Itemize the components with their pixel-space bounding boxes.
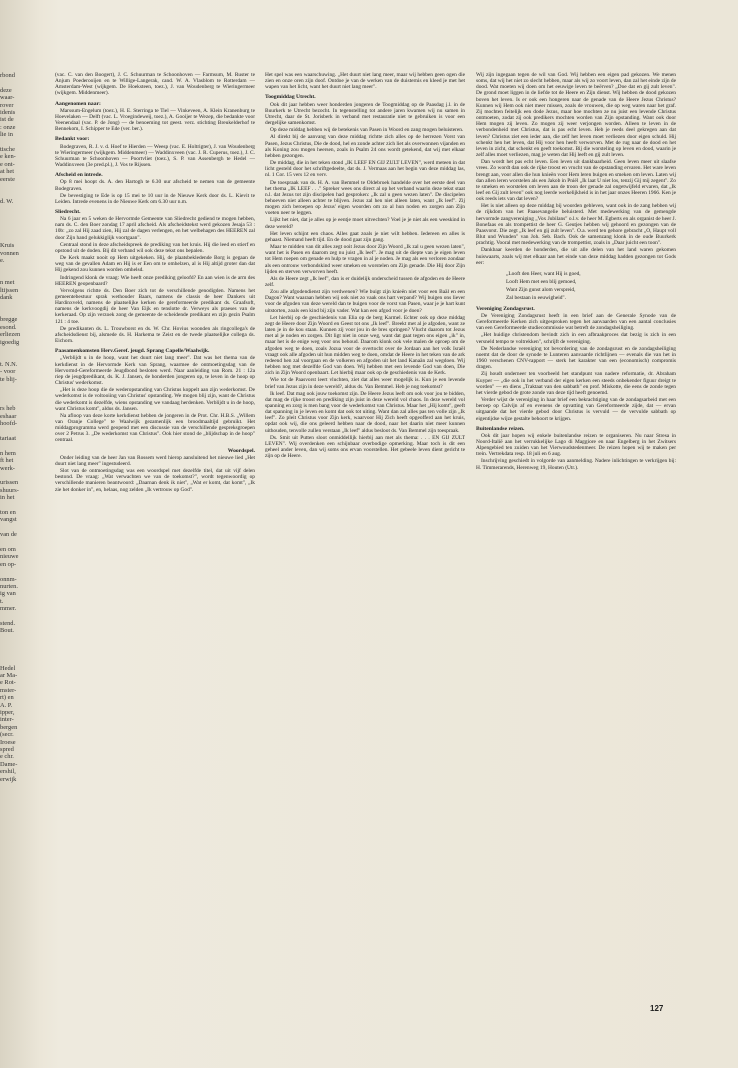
article-paragraph: Ook dit jaar hopen wij enkele buitenlandse reizen te organiseren. Nu naar Stresa in Noord-Italië aan het verrukkelijke Lago di Maggiore en naar Engelberg in het Zwitsers Alpengebied ten zuiden van het Vierwoudstedenmeer. De reizen hopen wij te maken per trein. Vertrekdata resp. 18 juli en 6 aug. <box>476 432 676 458</box>
section-heading: Paasamenkomsten Herv.Geref. jeugd. Sprang Capelle/Waalwijk. <box>55 348 210 355</box>
edge-text-line: ist de <box>0 116 14 124</box>
edge-text-line: tische <box>0 146 15 154</box>
article-paragraph: Centraal stond in deze afscheidspreek de prediking van het kruis. Hij die leed en stierf en opstond uit de doden. Bij dit verband wil ook deze tekst ons bepalen. <box>55 241 255 254</box>
article-paragraph: Dankbaar keerden de honderden, die uit alle delen van het land waren gekomen huiswaarts, zoals wij met elkaar aan het einde van deze middag hadden gezongen tot Gods eer: <box>476 247 676 266</box>
edge-text-line: ltijssen <box>0 286 19 294</box>
edge-text-line <box>0 524 37 531</box>
article-paragraph: De middag, die in het teken stond „IK LEEF EN GIJ ZULT LEVEN", werd meteen in dat licht gesteld door het schriftgedeelte, dat ds. J. Vermaas aan het begin van deze middag las, nl. 1 Cor. 15 vers 12 en verv. <box>265 160 465 179</box>
edge-text-line <box>0 265 37 272</box>
edge-text-line: en op- <box>0 560 17 568</box>
article-paragraph: Na 6 jaar en 5 weken de Hervormde Gemeente van Sliedrecht gediend te mogen hebben, nam ds. C. den Boer zondag 17 april afscheid. Als afscheidstekst werd gekozen Jesaja 53 : 10b: „zo zal Hij zaad zien, Hij zal de dagen verlengen, en het welbehagen des HEEREN zal door Zijn hand gelukkiglijk voortgaan". <box>55 216 255 241</box>
edge-text-line <box>0 539 37 546</box>
article-paragraph: Op 8 mei hoopt ds. A. den Hartogh te 6.30 uur afscheid te nemen van de gemeente Bodegraven. <box>55 179 255 192</box>
edge-text-line: t. N.N. <box>0 360 18 368</box>
edge-text-line <box>0 302 37 309</box>
edge-text-line <box>0 383 37 390</box>
article-paragraph: Indringend klonk de vraag: Wie heeft onze prediking geloofd? En aan wien is de arm des HEEREN geopenbaard? <box>55 274 255 287</box>
article-paragraph: „Het is deze hoop die de wederopstanding van Christus koppelt aan zijn wederkomst. De wederkomst is de voltooiing van Christus' opstanding. We mogen blij zijn, want de Christus die wederkomt is dezelfde, wiens opstanding we vandaag herdenken. Verblijdt u in de hoop, want Christus komt", aldus ds. Jansen. <box>55 387 255 412</box>
edge-text-line: Iroese <box>0 738 16 746</box>
article-paragraph: Maar te midden van dit alles zegt ooit Jezus door Zijn Woord „Ik zal u geen wezen laten", want het is Pasen en daarom zeg nu juist „Ik leef". Je mag uit de diepte van je eigen leven tot Hem roepen om genade en hulp te vragen in al je noden. Je mag als een verloren zondaar als een ontrouw verbondskind weer smeken en worstelen om Zijn genade. Die Hij door Zijn lijden en sterven verworven heeft. <box>265 244 465 275</box>
edge-text-line: tariaat <box>0 434 16 442</box>
left-edge-column <box>0 72 37 783</box>
edge-text-line: Kruis <box>0 242 15 250</box>
edge-text-line <box>0 428 37 435</box>
article-paragraph: Ds. Smit uit Putten sloot onmiddellijk hierbij aan met als thema: . . . EN GIJ ZULT LEVEN". Wij overdenken een schijnbaar overbodige opmerking. Maar toch is dit een geheel ander leven, dan wij soms ons ervan voorstellen. Het gebeele leven dient gericht te zijn op de Heere. <box>265 434 465 460</box>
edge-text-line: e chr. <box>0 753 14 761</box>
section-heading: Buitenlandse reizen. <box>476 425 525 432</box>
edge-text-line <box>0 79 37 86</box>
article-paragraph: Het spel was een waarschuwing. „Het duurt niet lang meer, maar wij hebben geen ogen die zien en onze oren zijn doof. Ontdoe je van de werken van de duisternis en kleed je met het wapen van het licht, want het duurt niet lang meer". <box>265 72 465 91</box>
article-paragraph: Wie tot de Paasvorst leert vluchten, ziet dat alles weer mogelijk is. Kun je een levende brief van Jezus zijn in deze wereld?, aldus ds. Van Bemmel. Heb je nog toekomst? <box>265 377 465 390</box>
edge-text-line: e ken- <box>0 153 16 161</box>
edge-text-line <box>0 183 37 190</box>
section-heading: Vereniging Zondagsrust. <box>476 305 535 312</box>
edge-text-line: te blij- <box>0 375 17 383</box>
edge-text-line: vonnen <box>0 249 19 257</box>
article-paragraph: De Nederlandse vereniging tot bevordering van de zondagsrust en de zondagsheiliging noemt dat de door de synode te Lunteren aanvaarde richtlijnen — evenals die van het in 1960 verschenen CNV-rapport — sterk het karakter van een (economisch) compromis dragen. <box>476 345 676 371</box>
edge-text-line <box>0 346 37 353</box>
edge-text-line: n met <box>0 279 15 287</box>
edge-text-line: in het <box>0 494 15 502</box>
edge-text-line: erliezen <box>0 331 21 339</box>
edge-text-line: rt) en <box>0 694 14 702</box>
edge-text-line <box>0 272 37 279</box>
edge-text-line: ar Ma- <box>0 671 18 679</box>
column-1 <box>55 72 255 1002</box>
edge-text-line: onnm- <box>0 575 17 583</box>
article-paragraph: Inschrijving geschiedt in volgorde van aanmelding. Nadere inlichtingen te verkrijgen bij: H. Timmerarends, Herenweg 19, Houten (Utr.). <box>476 458 676 471</box>
edge-text-line <box>0 353 37 360</box>
edge-text-line <box>0 650 37 657</box>
edge-text-line <box>0 235 37 242</box>
article-paragraph: Zij houdt onderneer ten voorbeeld het standpunt van nadere reformatie, dr. Abraham Kuyper — „die ook in het verband der eigen kerken een steeds onbekender figuur dreigt te worden" — en diens „Traktaat van den sabbath" en prof. Miskotte, die eens de zonde tegen het vierde gebod de grote zonde van deze tijd heeft genoemd. <box>476 371 676 396</box>
edge-text-line: e ont- <box>0 160 15 168</box>
column-3 <box>476 72 676 1032</box>
edge-text-line: stend. <box>0 620 16 628</box>
edge-text-line: - voor <box>0 368 16 376</box>
edge-text-line: inter- <box>0 716 14 724</box>
article-paragraph: Dan wordt het pas echt leven. Een leven uit dankbaarheid. Geen leven meer uit slaafse vrees. Zo wordt dan ook de rijke troost en vrucht van de opstanding ervaren. Het ware leven brengt aan, voor allen die hun knieën voor Hem leren buigen en smeken om leven. Laten wij dan allen leren worstelen als een Jakob in Pniël „Ik laat U niet los, tenzij Gij mij zegent". Zo te smeken en worstelen om leven aan de troon der genade zal ongetwijfeld ervaren, dat „Ik leef en Gij zult leven" ook nog leerde werkelijkheid is in het jaar onzes Heeren 1966. Ken je ook reeds iets van dat leven? <box>476 159 676 203</box>
edge-text-line: eshaar <box>0 412 17 420</box>
edge-text-line <box>0 398 37 405</box>
edge-text-line: mmer. <box>0 605 17 613</box>
section-heading: Toogmiddag Utrecht. <box>265 94 316 101</box>
edge-text-line: rbond <box>0 72 15 79</box>
edge-text-line: hoofd- <box>0 420 18 428</box>
edge-text-line <box>0 390 37 397</box>
section-heading: Sliedrecht. <box>55 208 81 215</box>
edge-text-line: mster- <box>0 686 17 694</box>
edge-text-line: igoedig <box>0 338 20 346</box>
edge-text-line: spred <box>0 745 14 753</box>
article-paragraph: Het is niet alleen op deze middag bij woorden gebleven, want ook in de zang hebben wij de rijkdom van het Paasevangelie beluisterd. Met medewerking van de gemengde hervormde zangvereniging „Vox Jubilans" o.l.v. de heer M. Egberts en als organist de heer J. Bonefaas en als trompettist de heer G. Geutjes hebben wij gehoord en gezongen van de Paasvorst. Die zegt „Ik leef en gij zult leven". O.a. werd ten gehore gebracht „O, Haupt voll Blut und Wunden" van Joh. Seb. Bach. Ook de samenzang klonk in de oude Buurkerk prachtig. Vooral met medewerking van de trompettist, zoals in „Daar juicht een toon". <box>476 203 676 247</box>
column-2 <box>265 72 465 1002</box>
article-paragraph: „Verblijdt u in de hoop, want het duurt niet lang meer". Dat was het thema van de kerkdienst in de Hervormde Kerk van Sprang, waarmee de ontmoetingsdag van de Hervormd-Gereformeerde Jeugdbond besloten werd. Naar aanleiding van Rom. 21 : 12a riep de jeugdpredikant, ds. K. J. Jansen, de honderden jongeren op, te leven in de hoop op Christus' wederkomst. <box>55 355 255 387</box>
section-heading: Bedankt voor: <box>55 136 90 143</box>
article-paragraph: Marssum-Engelum (toez.), H. E. Sterringa te Tiel — Vinkeveen, A. Klein Kranenburg te Hoevelaken — Delft (vac. L. Vroegindeweij, toez.), A. Gooijer te Wezep, die bedankte voor Veenendaal (vac. P. de Jong) — de benoeming tot geest. verz. stichting Breukelderhof te Bennekom, I. Schipper te Ede (ver. ber.). <box>55 107 255 133</box>
hymn-line: Zal bestaan in eeuwigheid". <box>506 294 566 301</box>
article-paragraph: Op deze middag hebben wij de betekenis van Pasen in Woord en zang mogen beluisteren. <box>270 127 464 134</box>
edge-text-line: rover <box>0 101 14 109</box>
edge-text-line <box>0 205 37 212</box>
edge-text-line <box>0 657 37 664</box>
article-paragraph: Verder wijst de vereniging in haar brief een bekrachtiging van de zondagsarbeid met een beroep op Calvijn af en evenens de opvatting van Gereformeerde zijde, dat — ervan uitgaande dat het vierde gebod door Christus is vervuld — de vervulde sabbath op eigentijdse wijze gestalte behoort te krijgen. <box>476 397 676 422</box>
edge-text-line: idenis <box>0 109 16 117</box>
edge-text-line: nieuwe <box>0 553 19 561</box>
hymn-line: „Looft den Heer, want Hij is goed, <box>506 270 581 277</box>
article-paragraph: Lijkt het niet, dat je alles op je eentje moet uitvechten? Voel je je niet als een weeskind in deze wereld? <box>265 217 465 230</box>
section-heading: Woordspel. <box>227 447 255 454</box>
edge-text-line <box>0 472 37 479</box>
article-paragraph: De predikanten ds. L. Trouwborst en ds. W. Chr. Hovius woonden als ringcollega's de afscheidsdienst bij, alsmede ds. H. Harkema te Zeist en de twede plaatselijke collega ds. Eichorn. <box>55 325 255 345</box>
edge-text-line <box>0 642 37 649</box>
edge-text-line: A. P. <box>0 701 13 709</box>
article-paragraph: Het leven schijnt een chaos. Alles gaat zoals je niet wilt hebben. Iedereen en alles is gehaast. Niemand heeft tijd. En de dood gaat zijn gang. <box>265 230 465 243</box>
article-paragraph: Zou alle afgodendienst zijn verdwenen? Wie buigt zijn knieën niet voor een Baäl en een Dagon? Want waaraan hebben wij ook niet zo vaak ons hart verpand? Wij buigen ons liever voor de afgoden van deze wereld dan te buigen voor de vorst van Pasen, waar je je hart kunt uitstorten, zoals een kind bij zijn vader. Wat kan een afgod voor je doen? <box>265 289 465 314</box>
edge-text-line <box>0 635 37 642</box>
article-paragraph: Vervolgens richtte ds. Den Boer zich tot de verschillende genodigden. Namens het gemeentebestuur sprak wethouder Baars, namens de classis de heer Dankers uit Hardinxveld, namens de plaatselijke kerken de gereformeerde predikant ds. Graafsoft, namens de kerkvoogdij de heer Van Eijk en tenslotte dr. Verweys als praeses van de kerkeraad. Op zijn verzoek zong de gemeente de scheidende predikant en zijn gezin Psalm 121 : 4 toe. <box>55 287 255 325</box>
edge-text-line: (secr. <box>0 731 14 739</box>
hymn-line: Looft Hem met een blij gemoed, <box>506 278 577 285</box>
edge-text-line <box>0 228 37 235</box>
edge-text-line: esond. <box>0 323 17 331</box>
edge-text-line: e. <box>0 257 5 265</box>
hymn-quote <box>506 270 676 302</box>
edge-text-line: ft het <box>0 457 14 465</box>
section-heading: Aangenomen naar: <box>55 100 101 107</box>
article-paragraph: De Kerk maakt nooit op Hem uitgekeken. Hij, de plaatsbekledende Borg is gegaan de weg van de gevallen Adam en Hij is er Een om te omhelzen, al is Hij altijd groter dan dat Hij gekend zou kunnen worden omhelsd. <box>55 255 255 274</box>
edge-text-line <box>0 139 37 146</box>
edge-text-line: urissen <box>0 479 19 487</box>
edge-text-line: eerste <box>0 175 15 183</box>
edge-text-line: e Rot- <box>0 679 16 687</box>
edge-text-line: deze <box>0 86 12 94</box>
edge-text-line: ershil, <box>0 768 16 776</box>
article-paragraph: Slot van de ontmoetingsdag was een woordspel met dezelfde titel, dat uit vijf delen bestond. De vraag: „Wat verwachten we van de toekomst?", wordt tegenwoordig op verschillende manieren beantwoord: „Daarnan denk ik niet", „Wat er komt, dat komt", „Ik zie het donker in", en, helaas, nog zelden „Ik vertrouw op God". <box>55 468 255 493</box>
article-paragraph: (vac. C. van den Boogert), J. C. Schuurman te Schoonhoven — Farmsum, M. Ruster te Anjum Poederooijen en te Willige-Langerak, cand. W. A. Vlasblom te Rotterdam — Amsterdam-West (wijkgem. De Hoeksteen, toez.), J. van Woudenberg te Wieringermeer (wijkgem. Middenmeer). <box>55 72 255 97</box>
edge-text-line <box>0 502 37 509</box>
edge-text-line: werk- <box>0 464 15 472</box>
edge-text-line: bergen <box>0 723 18 731</box>
article-paragraph: Na afloop van deze korte kerkdienst hebben de jongeren in de Prot. Chr. H.B.S. „Willem van Oranje College" te Waalwijk gezamenlijk een broodmaaltijd gebruikt. Het middagprogramma werd geopend met een discussie van de verschillende gespreksgroepen over 2 Petrus 3. „De wederkomst van Christus". Ook hier stond de „blijdschap in de hoop" centraal. <box>55 412 255 444</box>
edge-text-line: bregge <box>0 316 18 324</box>
article-paragraph: Al direkt bij de aanvang van deze middag richtte zich alles op de herrezen Vorst van Pasen, Jezus Christus, Die de dood, hel en zonde achter zich liet als overwonnen vijanden en als Koning zou mogen heersen, zoals in Psalm 24 ons wordt getekend, dat wij met elkaar hebben gezongen. <box>265 134 465 159</box>
page-number: 127 <box>650 1004 664 1013</box>
edge-text-line: vangst <box>0 516 17 524</box>
edge-text-line: van de <box>0 531 17 539</box>
article-paragraph: De toespraak van ds. H. A. van Bemmel te Oldebroek handelde over het eerste deel van het thema „IK LEEF . . ." Spreker wees ons direct al op het verband waarin deze tekst staat n.l. dat Jezus tot zijn discipelen had gesproken: „Ik zal u geen wezen laten". De discipelen behoeven niet alleen achter te blijven. Jezus zal hen niet alleen laten, want „Ik leef". Zij mogen zich beroepen op Jezus' eigen woorden om zo al hun noden en zorgen aan Zijn voeten neer te leggen. <box>265 179 465 217</box>
article-paragraph: Als de Heere zegt „Ik leef", dan is er duidelijk onderscheid tussen de afgoden en de Heere zelf. <box>265 275 465 288</box>
edge-text-line: ipper, <box>0 708 15 716</box>
edge-text-line: : onze <box>0 123 16 131</box>
hymn-line: Want Zijn gunst alom verspreid, <box>506 286 576 293</box>
edge-text-line: Hedel <box>0 664 16 672</box>
edge-text-line <box>0 309 37 316</box>
edge-text-line: shuurs- <box>0 486 19 494</box>
edge-text-line: n hem <box>0 449 16 457</box>
article-paragraph: Ook dit jaar hebben weer honderden jongeren de Toogmiddag op de Paasdag j.l. in de Buurkerk te Utrecht bezocht. In tegenstelling tot andere jaren kwamen wij nu samen in Utrecht, daar de St. Jorisberk in verband met restauratie niet te gebruiken is voor een dergelijke samenkomst. <box>265 101 465 127</box>
edge-text-line: ig van <box>0 590 16 598</box>
edge-text-line: t. <box>0 597 4 605</box>
article-paragraph: Bodegraven, R. J. v. d. Hoef te Hierden — Weesp (vac. E. Holtrigter), J. van Woudenberg te Wieringermeer (wijkgem. Middenmeer) — Waddinxveen (vac. J. R. Cuperus, toez.), J. C. Schuurman te Schoonhoven — Poortvliet (toez.), S. P. van Assenbergh te Hedel — Waddinxveen (3e pred.pl.), J. Vos te Rijssen. <box>55 143 255 169</box>
section-heading: Afscheid en intrede. <box>55 172 103 179</box>
edge-text-line: lie in <box>0 131 13 139</box>
article-paragraph: Onder leiding van de heer Jan van Rossem werd hierop aansluitend het nieuwe lied „Het duurt niet lang meer" ingestudeerd. <box>55 454 255 467</box>
edge-text-line <box>0 191 37 198</box>
edge-text-line <box>0 213 37 220</box>
article-paragraph: Let hierbij op de geschiedenis van Elia op de berg Karmel. Echter ook op deze middag zegt de Heere door Zijn Woord en Geest tot ons „Ik leef". Breekt met al je afgoden, want ze laten je in de kou staan. Kunnen zij voor jou in de bres springen? Vlucht daarom tot Jezus met al je noden en zorgen. Dit ligt niet in onze weg, want dat gaat tegen ons eigen „ik" in, maar het is de enige weg voor ons behoud. Daarom klonk ook vele malen de oproep om de afgoden weg te doen, zoals Jozua voor de overtocht over de Jordaan aan het volk Israël vraagt ook alle afgoden uit hun midden weg te doen, omdat de Heere in het teken van de ark redeend hen zal voorgaan en de volkeren en afgoden uit het land Kanaän zal wegdoen. Wij hebben nog met dezelfde God van doen. Wij hebben met een levende God van doen, Die zich in Zijn Woord openbaart. Let hierbij maar ook op de geschiedenis van de Kerk. <box>265 314 465 377</box>
edge-text-line: d. W. <box>0 197 14 205</box>
edge-text-line <box>0 442 37 449</box>
edge-text-line <box>0 613 37 620</box>
article-paragraph: Wij zijn ingegaan tegen de wil van God. Wij hebben een eigen pad gekozen. We menen soms, dat wij het niet zo slecht hebben, maar als wij zo voort leven, dan zal het einde zijn de dood. Wat moeten wij doen om het eeuwige leven te beërven? „Doe dat en gij zult leven". De grond moet liggen in de liefde tot de Heere en Zijn dienst. Wij hebben de dood gekozen boven het leven. Is er ook een hongeren naar de genade van de Heere Jezus Christus? Kunnen wij Hem ook niet meer missen, zoals de vrouwen, die op weg waren naar het graf. Zij mochten feitelijk een dode Jezus, maar hoe mochten ze nu juist een levende Christus ontmoeten, zodat zij ook predikers mochten worden van Zijn opstanding. Want ook door Hem mogen zij leven. Zo mogen zij weer verjongen worden. Alleen te leven in de verbondenheid met Christus, dat is pas echt leven. Heb je reeds deel gekregen aan dat leven? Christus ziet een ieder aan, die zelf het leven moet verliezen door eigen schuld. Hij schenkt hen het leven, dat Hij voor hen heeft verworven. Met de rug naar de dood en het leven in zicht, dat schenkt en geeft toekomst. Bij die worsteling op leven en dood, waarin je zelf alles moet verliezen, mag je weten dat Hij leeft en gij zult leven. <box>476 72 676 159</box>
edge-text-line <box>0 568 37 575</box>
edge-text-line: Dame- <box>0 760 18 768</box>
edge-text-line: ton en <box>0 508 16 516</box>
edge-text-line: erwijk <box>0 775 17 783</box>
edge-text-line: Bout. <box>0 627 15 635</box>
edge-text-line: nurten. <box>0 583 18 591</box>
edge-text-line: at het <box>0 168 15 176</box>
edge-text-line: en om <box>0 546 16 553</box>
edge-text-line: waar- <box>0 94 15 102</box>
edge-text-line <box>0 220 37 227</box>
article-paragraph: De bevestiging te Ede is op 15 mei te 10 uur in de Nieuwe Kerk door ds. L. Kievit te Leiden. Intrede evenens in de Nieuwe Kerk om 6.30 uur n.m. <box>55 192 255 205</box>
edge-text-line: dank <box>0 294 13 302</box>
article-paragraph: Ik leef. Dat mag ook jouw toekomst zijn. De Heere Jezus leeft om ook voor jou te bidden, dat mag de rijke troost en prediking zijn juist in deze wereld vol chaos. In deze wereld vol spanning en zorg is men bang voor de wederkomst van Christus. Maar het „Hij komt", geeft dat spanning in je leven en komt dat ook tot uiting. Want dan zal alles pas ten volle zijn „Ik leef". Zo pleit Christus voor Zijn kerk, waarvoor Hij Zich heeft opgeofferd aan het kruis, opdat ook wij, die ons geleerd hebben naar de dood, naar het daarin niet meer kunnen uithouden, tenvolle zullen verstaan „Ik leef" aldus besloot ds. Van Bemmel zijn toespraak. <box>265 390 465 434</box>
article-paragraph: De Vereniging Zondagsrust heeft in een brief aan de Generale Synode van de Gereformeerde Kerken zich uitgesproken tegen het aanvaarden van een aantal conclusies van een Gereformeerde studiecommissie wat betreft de zondagsheiliging. <box>476 313 676 332</box>
article-paragraph: „Het huidige christendom bevindt zich in een afbraakproces dat bezig is zich in een versneld tempo te voltrekken", schrijft de vereniging. <box>476 332 676 345</box>
edge-text-line: rs heb <box>0 405 16 413</box>
